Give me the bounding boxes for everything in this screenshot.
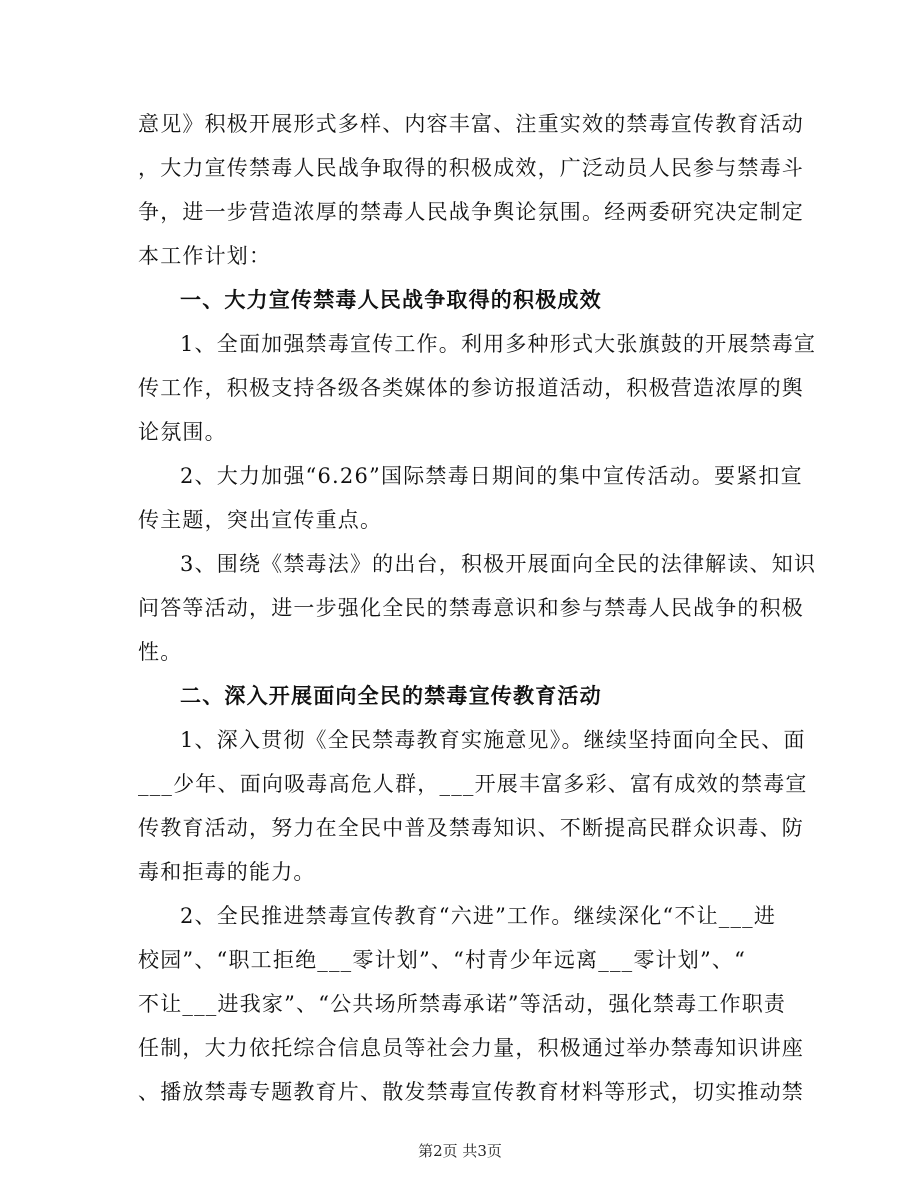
paragraph-line: 本工作计划： [138,244,272,268]
paragraph-line: ，大力宣传禁毒人民战争取得的积极成效，广泛动员人民参与禁毒斗 [138,156,804,180]
paragraph-line: 意见》积极开展形式多样、内容丰富、注重实效的禁毒宣传教育活动 [138,112,804,136]
paragraph-line: 论氛围。 [138,420,227,444]
paragraph-line: 1、深入贯彻《全民禁毒教育实施意见》。继续坚持面向全民、面 [180,728,806,752]
paragraph-line: 不让___进我家”、“公共场所禁毒承诺”等活动，强化禁毒工作职责 [138,992,787,1016]
page-number-footer: 第2页 共3页 [418,1142,502,1160]
paragraph-line: ___少年、面向吸毒高危人群，___开展丰富多彩、富有成效的禁毒宣 [138,772,808,796]
section-heading: 一、大力宣传禁毒人民战争取得的积极成效 [180,288,602,312]
paragraph-line: 2、大力加强“6.26”国际禁毒日期间的集中宣传活动。要紧扣宣 [180,464,803,488]
paragraph-line: 传工作，积极支持各级各类媒体的参访报道活动，积极营造浓厚的舆 [138,376,804,400]
paragraph-line: 校园”、“职工拒绝___零计划”、“村青少年远离___零计划”、“ [138,948,747,972]
paragraph-line: 争，进一步营造浓厚的禁毒人民战争舆论氛围。经两委研究决定制定 [138,200,804,224]
paragraph-line: 3、围绕《禁毒法》的出台，积极开展面向全民的法律解读、知识 [180,552,817,576]
paragraph-line: 毒和拒毒的能力。 [138,860,316,884]
paragraph-line: 任制，大力依托综合信息员等社会力量，积极通过举办禁毒知识讲座 [138,1036,804,1060]
paragraph-line: 传教育活动，努力在全民中普及禁毒知识、不断提高民群众识毒、防 [138,816,804,840]
paragraph-line: 2、全民推进禁毒宣传教育“六进”工作。继续深化“不让___进 [180,904,777,928]
paragraph-line: 、播放禁毒专题教育片、散发禁毒宣传教育材料等形式，切实推动禁 [138,1080,804,1104]
section-heading: 二、深入开展面向全民的禁毒宣传教育活动 [180,684,602,708]
paragraph-line: 传主题，突出宣传重点。 [138,508,383,532]
paragraph-line: 问答等活动，进一步强化全民的禁毒意识和参与禁毒人民战争的积极 [138,596,804,620]
paragraph-line: 性。 [138,640,183,664]
paragraph-line: 1、全面加强禁毒宣传工作。利用多种形式大张旗鼓的开展禁毒宣 [180,332,817,356]
